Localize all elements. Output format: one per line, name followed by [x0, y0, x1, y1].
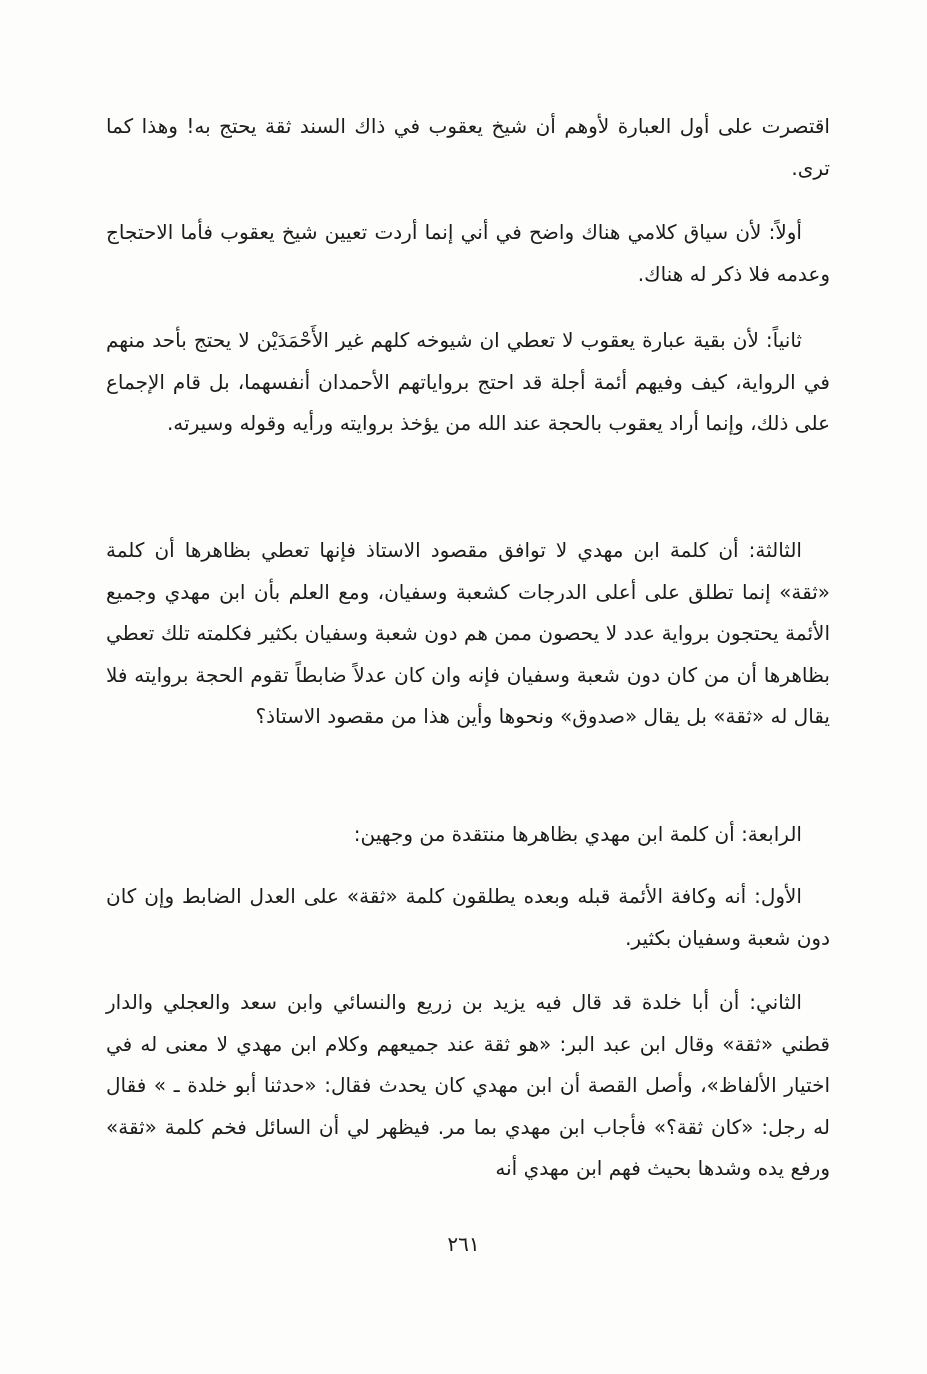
paragraph-fourth-second: الثاني: أن أبا خلدة قد قال فيه يزيد بن زريع والنسائي وابن سعد والعجلي والدار قطني «ثقة» وقال ابن عبد البر: «هو ثقة عند جميعهم وكلام ابن مهدي لا معنى له في اختيار الألفاظ»، وأصل القصة أن ابن مهدي كان يحدث فقال: «حدثنا أبو خلدة ـ » فقال له رجل: «كان ثقة؟» فأجاب ابن مهدي بما مر. فيظهر لي أن السائل فخم كلمة «ثقة» ورفع يده وشدها بحيث فهم ابن مهدي أنه [106, 990, 830, 1180]
paragraph-fourth: الرابعة: أن كلمة ابن مهدي بظاهرها منتقدة من وجهين: [353, 822, 802, 846]
paragraph-first-point: أولاً: لأن سياق كلامي هناك واضح في أني إنما أردت تعيين شيخ يعقوب فأما الاحتجاج وعدمه فلا ذكر له هناك. [106, 220, 830, 286]
paragraph-fourth-first: الأول: أنه وكافة الأئمة قبله وبعده يطلقون كلمة «ثقة» على العدل الضابط وإن كان دون شعبة وسفيان بكثير. [106, 884, 830, 950]
paragraph-continuation: اقتصرت على أول العبارة لأوهم أن شيخ يعقوب في ذاك السند ثقة يحتج به! وهذا كما ترى. [106, 114, 830, 180]
paragraph-second-point: ثانياً: لأن بقية عبارة يعقوب لا تعطي ان شيوخه كلهم غير الأَحْمَدَيْن لا يحتج بأحد منهم في الرواية، كيف وفيهم أئمة أجلة قد احتج برواياتهم الأحمدان أنفسهما، بل قام الإجماع على ذلك، وإنما أراد يعقوب بالحجة عند الله من يؤخذ بروايته ورأيه وقوله وسيرته. [106, 328, 830, 435]
page-number: ٢٦١ [447, 1232, 480, 1256]
paragraph-third: الثالثة: أن كلمة ابن مهدي لا توافق مقصود الاستاذ فإنها تعطي بظاهرها أن كلمة «ثقة» إنما تطلق على أعلى الدرجات كشعبة وسفيان، ومع العلم بأن ابن مهدي وجميع الأئمة يحتجون برواية عدد لا يحصون ممن هم دون شعبة وسفيان بكثير فكلمته تلك تعطي بظاهرها أن من كان دون شعبة وسفيان فإنه وان كان عدلاً ضابطاً تقوم الحجة بروايته فلا يقال له «ثقة» بل يقال «صدوق» ونحوها وأين هذا من مقصود الاستاذ؟ [106, 538, 830, 728]
